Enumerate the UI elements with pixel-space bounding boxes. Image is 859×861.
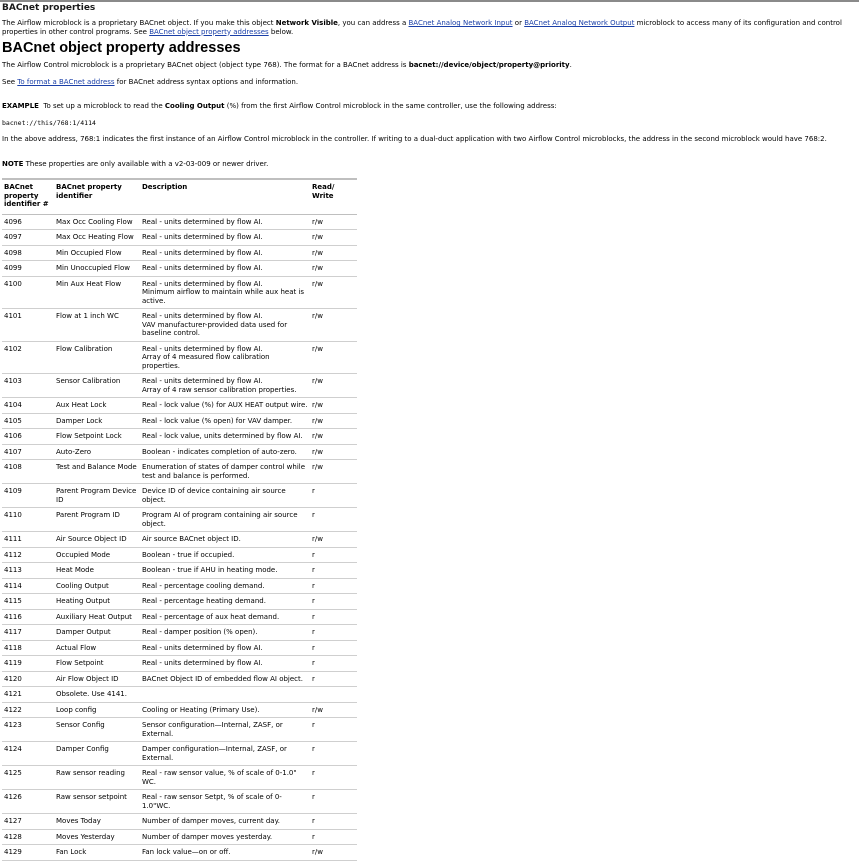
description-line: Real - units determined by flow AI. xyxy=(142,217,263,226)
read-write: r/w xyxy=(310,230,357,246)
table-row xyxy=(2,766,357,790)
read-write: r/w xyxy=(310,374,357,398)
table-row xyxy=(2,413,357,429)
property-description xyxy=(140,413,310,429)
link-analog-network-output[interactable]: BACnet Analog Network Output xyxy=(524,19,635,27)
note-paragraph xyxy=(2,160,857,169)
property-id: 4107 xyxy=(2,444,54,460)
property-name: Flow at 1 inch WC xyxy=(54,309,140,342)
format-paragraph xyxy=(2,61,857,70)
property-description xyxy=(140,687,310,703)
property-name: Max Occ Heating Flow xyxy=(54,230,140,246)
property-id: 4103 xyxy=(2,374,54,398)
text: for BACnet address syntax options and information. xyxy=(114,77,299,86)
table-row xyxy=(2,230,357,246)
description-line: Fan lock value—on or off. xyxy=(142,848,231,856)
property-description xyxy=(140,578,310,594)
property-name: Loop config xyxy=(54,702,140,718)
property-description xyxy=(140,444,310,460)
property-description xyxy=(140,230,310,246)
property-name: Flow Setpoint xyxy=(54,656,140,672)
property-name: Moves Today xyxy=(54,814,140,830)
property-description xyxy=(140,702,310,718)
description-line: Number of damper moves, current day. xyxy=(142,817,280,825)
text: (%) from the first Airflow Control microblock in the same controller, use the following address: xyxy=(224,102,557,110)
text: To set up a microblock to read the xyxy=(38,102,165,110)
property-id: 4104 xyxy=(2,398,54,414)
description-line: Minimum airflow to maintain while aux heat is active. xyxy=(142,288,305,305)
table-row xyxy=(2,609,357,625)
property-name: Moves Yesterday xyxy=(54,829,140,845)
table-row xyxy=(2,640,357,656)
description-line: Real - units determined by flow AI. xyxy=(142,659,263,667)
description-line: Boolean - true if occupied. xyxy=(142,550,235,559)
read-write: r/w xyxy=(310,444,357,460)
property-name: Damper Lock xyxy=(54,413,140,429)
bold-text: Network Visible xyxy=(275,19,338,27)
page-heading: BACnet object property addresses xyxy=(2,40,241,56)
property-name: Flow Setpoint Lock xyxy=(54,429,140,445)
property-description xyxy=(140,276,310,309)
page-content xyxy=(0,3,859,861)
property-id: 4125 xyxy=(2,766,54,790)
property-name: Heat Mode xyxy=(54,563,140,579)
description-line: Program AI of program containing air source object. xyxy=(142,511,298,528)
property-name: Test and Balance Mode xyxy=(54,460,140,484)
read-write: r xyxy=(310,594,357,610)
description-line: Damper configuration—Internal, ZASF, or External. xyxy=(142,745,287,762)
description-line: Boolean - true if AHU in heating mode. xyxy=(142,566,278,574)
property-description xyxy=(140,309,310,342)
property-name: Occupied Mode xyxy=(54,547,140,563)
text: See xyxy=(2,77,18,86)
text: below. xyxy=(268,27,294,36)
description-line: Real - units determined by flow AI. xyxy=(142,312,263,320)
property-id: 4124 xyxy=(2,742,54,766)
read-write: r xyxy=(310,640,357,656)
table-row xyxy=(2,341,357,374)
address-note: In the above address, 768:1 indicates the first instance of an Airflow Control microblock in the controller. If writing to a dual-duct application with two Airflow Control microblocks, the address in the second microblock would have 768:2. xyxy=(2,135,827,143)
read-write: r xyxy=(310,508,357,532)
description-line: Number of damper moves yesterday. xyxy=(142,832,273,841)
read-write: r xyxy=(310,563,357,579)
property-id: 4123 xyxy=(2,718,54,742)
property-id: 4108 xyxy=(2,460,54,484)
table-row xyxy=(2,261,357,277)
property-description xyxy=(140,484,310,508)
table-row xyxy=(2,702,357,718)
property-id: 4111 xyxy=(2,532,54,548)
description-line: Cooling or Heating (Primary Use). xyxy=(142,705,260,714)
property-id: 4129 xyxy=(2,845,54,861)
header-id: BACnet property identifier # xyxy=(2,179,54,214)
property-description xyxy=(140,718,310,742)
table-row xyxy=(2,547,357,563)
bold-text: Cooling Output xyxy=(164,102,225,110)
read-write: r xyxy=(310,766,357,790)
property-description xyxy=(140,625,310,641)
property-name: Parent Program Device ID xyxy=(54,484,140,508)
description-line: Real - lock value, units determined by flow AI. xyxy=(142,432,303,440)
property-description xyxy=(140,766,310,790)
property-description xyxy=(140,398,310,414)
table-row xyxy=(2,790,357,814)
property-id: 4097 xyxy=(2,230,54,246)
description-line: Real - raw sensor value, % of scale of 0-1.0" WC. xyxy=(142,769,297,786)
property-name: Air Flow Object ID xyxy=(54,671,140,687)
description-line: Real - units determined by flow AI. xyxy=(142,248,263,257)
property-id: 4127 xyxy=(2,814,54,830)
description-line: VAV manufacturer-provided data used for baseline control. xyxy=(142,320,288,337)
property-name: Actual Flow xyxy=(54,640,140,656)
property-description xyxy=(140,508,310,532)
read-write xyxy=(310,687,357,703)
read-write: r/w xyxy=(310,702,357,718)
property-id: 4114 xyxy=(2,578,54,594)
description-line: Real - lock value (%) for AUX HEAT output wire. xyxy=(142,401,308,409)
read-write: r xyxy=(310,814,357,830)
property-id: 4119 xyxy=(2,656,54,672)
table-row xyxy=(2,374,357,398)
property-description xyxy=(140,547,310,563)
property-name: Cooling Output xyxy=(54,578,140,594)
description-line: Real - raw sensor Setpt, % of scale of 0-1.0"WC. xyxy=(142,793,282,810)
property-name: Flow Calibration xyxy=(54,341,140,374)
text: or xyxy=(512,19,525,27)
description-line: Array of 4 measured flow calibration properties. xyxy=(142,353,270,370)
property-name: Sensor Calibration xyxy=(54,374,140,398)
property-description xyxy=(140,790,310,814)
read-write: r/w xyxy=(310,309,357,342)
table-row xyxy=(2,656,357,672)
read-write: r xyxy=(310,671,357,687)
property-description xyxy=(140,245,310,261)
table-row xyxy=(2,625,357,641)
description-line: Array of 4 raw sensor calibration properties. xyxy=(142,385,297,394)
property-table xyxy=(2,178,357,861)
property-id: 4101 xyxy=(2,309,54,342)
read-write: r/w xyxy=(310,845,357,861)
description-line: Air source BACnet object ID. xyxy=(142,535,241,543)
property-id: 4109 xyxy=(2,484,54,508)
read-write: r/w xyxy=(310,413,357,429)
text: The Airflow Control microblock is a proprietary BACnet object (object type 768). The format for a BACnet address is xyxy=(2,61,409,69)
property-name: Max Occ Cooling Flow xyxy=(54,214,140,230)
read-write: r xyxy=(310,578,357,594)
description-line: Boolean - indicates completion of auto-zero. xyxy=(142,447,297,456)
property-id: 4098 xyxy=(2,245,54,261)
property-name: Obsolete. Use 4141. xyxy=(54,687,140,703)
property-name: Damper Config xyxy=(54,742,140,766)
property-description xyxy=(140,829,310,845)
property-id: 4112 xyxy=(2,547,54,563)
property-id: 4105 xyxy=(2,413,54,429)
property-description xyxy=(140,814,310,830)
read-write: r/w xyxy=(310,341,357,374)
read-write: r xyxy=(310,742,357,766)
table-row xyxy=(2,718,357,742)
description-line: Real - units determined by flow AI. xyxy=(142,264,263,272)
property-name: Damper Output xyxy=(54,625,140,641)
description-line: Real - units determined by flow AI. xyxy=(142,643,263,652)
text: The Airflow microblock is a proprietary BACnet object. If you make this object xyxy=(2,19,276,27)
property-id: 4099 xyxy=(2,261,54,277)
property-description xyxy=(140,640,310,656)
property-description xyxy=(140,532,310,548)
description-line: Real - units determined by flow AI. xyxy=(142,279,263,288)
property-id: 4106 xyxy=(2,429,54,445)
table-row xyxy=(2,245,357,261)
property-description xyxy=(140,609,310,625)
property-id: 4115 xyxy=(2,594,54,610)
property-id: 4110 xyxy=(2,508,54,532)
property-name: Sensor Config xyxy=(54,718,140,742)
property-name: Min Unoccupied Flow xyxy=(54,261,140,277)
table-row xyxy=(2,398,357,414)
table-row xyxy=(2,563,357,579)
property-name: Min Occupied Flow xyxy=(54,245,140,261)
property-description xyxy=(140,742,310,766)
description-line: BACnet Object ID of embedded flow AI object. xyxy=(142,674,303,683)
description-line: Real - lock value (% open) for VAV damper. xyxy=(142,416,293,425)
property-id: 4113 xyxy=(2,563,54,579)
property-id: 4121 xyxy=(2,687,54,703)
property-description xyxy=(140,594,310,610)
text: microblock to access many of its configuration and control properties in other control programs. See xyxy=(2,19,842,36)
description-line: Real - percentage of aux heat demand. xyxy=(142,612,280,621)
read-write: r xyxy=(310,484,357,508)
property-name: Heating Output xyxy=(54,594,140,610)
table-row xyxy=(2,484,357,508)
property-id: 4100 xyxy=(2,276,54,309)
read-write: r xyxy=(310,656,357,672)
note-label: NOTE xyxy=(2,159,24,168)
read-write: r/w xyxy=(310,429,357,445)
read-write: r/w xyxy=(310,276,357,309)
property-id: 4102 xyxy=(2,341,54,374)
property-name: Aux Heat Lock xyxy=(54,398,140,414)
example-label: EXAMPLE xyxy=(2,102,39,110)
property-id: 4128 xyxy=(2,829,54,845)
text: . xyxy=(569,61,572,69)
table-row xyxy=(2,532,357,548)
property-name: Auxiliary Heat Output xyxy=(54,609,140,625)
table-row xyxy=(2,594,357,610)
property-name: Raw sensor reading xyxy=(54,766,140,790)
read-write: r xyxy=(310,829,357,845)
link-analog-network-input[interactable]: BACnet Analog Network Input xyxy=(408,19,513,27)
table-row xyxy=(2,687,357,703)
read-write: r/w xyxy=(310,245,357,261)
property-id: 4118 xyxy=(2,640,54,656)
header-read-write: Read/ Write xyxy=(310,179,357,214)
table-row xyxy=(2,460,357,484)
property-description xyxy=(140,214,310,230)
property-description xyxy=(140,671,310,687)
property-id: 4117 xyxy=(2,625,54,641)
table-row xyxy=(2,214,357,230)
table-row xyxy=(2,429,357,445)
read-write: r xyxy=(310,625,357,641)
link-property-addresses[interactable]: BACnet object property addresses xyxy=(149,27,269,36)
description-line: Real - units determined by flow AI. xyxy=(142,377,263,385)
table-row xyxy=(2,845,357,861)
read-write: r xyxy=(310,790,357,814)
example-paragraph xyxy=(2,102,857,111)
description-line: Device ID of device containing air source object. xyxy=(142,487,286,504)
property-name: Raw sensor setpoint xyxy=(54,790,140,814)
example-address: bacnet://this/768:1/4114 xyxy=(2,118,96,127)
property-name: Min Aux Heat Flow xyxy=(54,276,140,309)
link-format-bacnet-address[interactable]: To format a BACnet address xyxy=(17,77,115,86)
property-description xyxy=(140,563,310,579)
property-id: 4122 xyxy=(2,702,54,718)
section-title: BACnet properties xyxy=(2,3,96,13)
table-row xyxy=(2,671,357,687)
table-header-row xyxy=(2,179,357,214)
read-write: r/w xyxy=(310,398,357,414)
property-id: 4096 xyxy=(2,214,54,230)
property-name: Fan Lock xyxy=(54,845,140,861)
description-line: Real - damper position (% open). xyxy=(142,628,258,636)
description-line: Enumeration of states of damper control while test and balance is performed. xyxy=(142,463,306,480)
read-write: r xyxy=(310,718,357,742)
description-line: Sensor configuration—Internal, ZASF, or External. xyxy=(142,721,283,738)
property-name: Parent Program ID xyxy=(54,508,140,532)
property-description xyxy=(140,261,310,277)
read-write: r xyxy=(310,547,357,563)
text: These properties are only available with a v2-03-009 or newer driver. xyxy=(23,159,269,168)
description-line: Real - percentage heating demand. xyxy=(142,597,266,605)
property-name: Air Source Object ID xyxy=(54,532,140,548)
see-paragraph xyxy=(2,78,857,87)
table-row xyxy=(2,829,357,845)
table-row xyxy=(2,742,357,766)
text: , you can address a xyxy=(337,19,409,27)
read-write: r/w xyxy=(310,214,357,230)
header-description: Description xyxy=(140,179,310,214)
property-description xyxy=(140,374,310,398)
read-write: r/w xyxy=(310,460,357,484)
table-row xyxy=(2,444,357,460)
bold-text: bacnet://device/object/property@priority xyxy=(408,61,570,69)
property-id: 4126 xyxy=(2,790,54,814)
property-name: Auto-Zero xyxy=(54,444,140,460)
description-line: Real - units determined by flow AI. xyxy=(142,344,263,353)
property-description xyxy=(140,429,310,445)
table-row xyxy=(2,309,357,342)
read-write: r/w xyxy=(310,261,357,277)
property-description xyxy=(140,341,310,374)
property-id: 4120 xyxy=(2,671,54,687)
property-description xyxy=(140,845,310,861)
property-description xyxy=(140,656,310,672)
read-write: r xyxy=(310,609,357,625)
property-id: 4116 xyxy=(2,609,54,625)
read-write: r/w xyxy=(310,532,357,548)
description-line: Real - units determined by flow AI. xyxy=(142,233,263,241)
table-row xyxy=(2,814,357,830)
header-identifier: BACnet property identifier xyxy=(54,179,140,214)
table-row xyxy=(2,276,357,309)
table-row xyxy=(2,508,357,532)
intro-paragraph xyxy=(2,19,857,36)
description-line: Real - percentage cooling demand. xyxy=(142,581,265,590)
table-row xyxy=(2,578,357,594)
property-description xyxy=(140,460,310,484)
